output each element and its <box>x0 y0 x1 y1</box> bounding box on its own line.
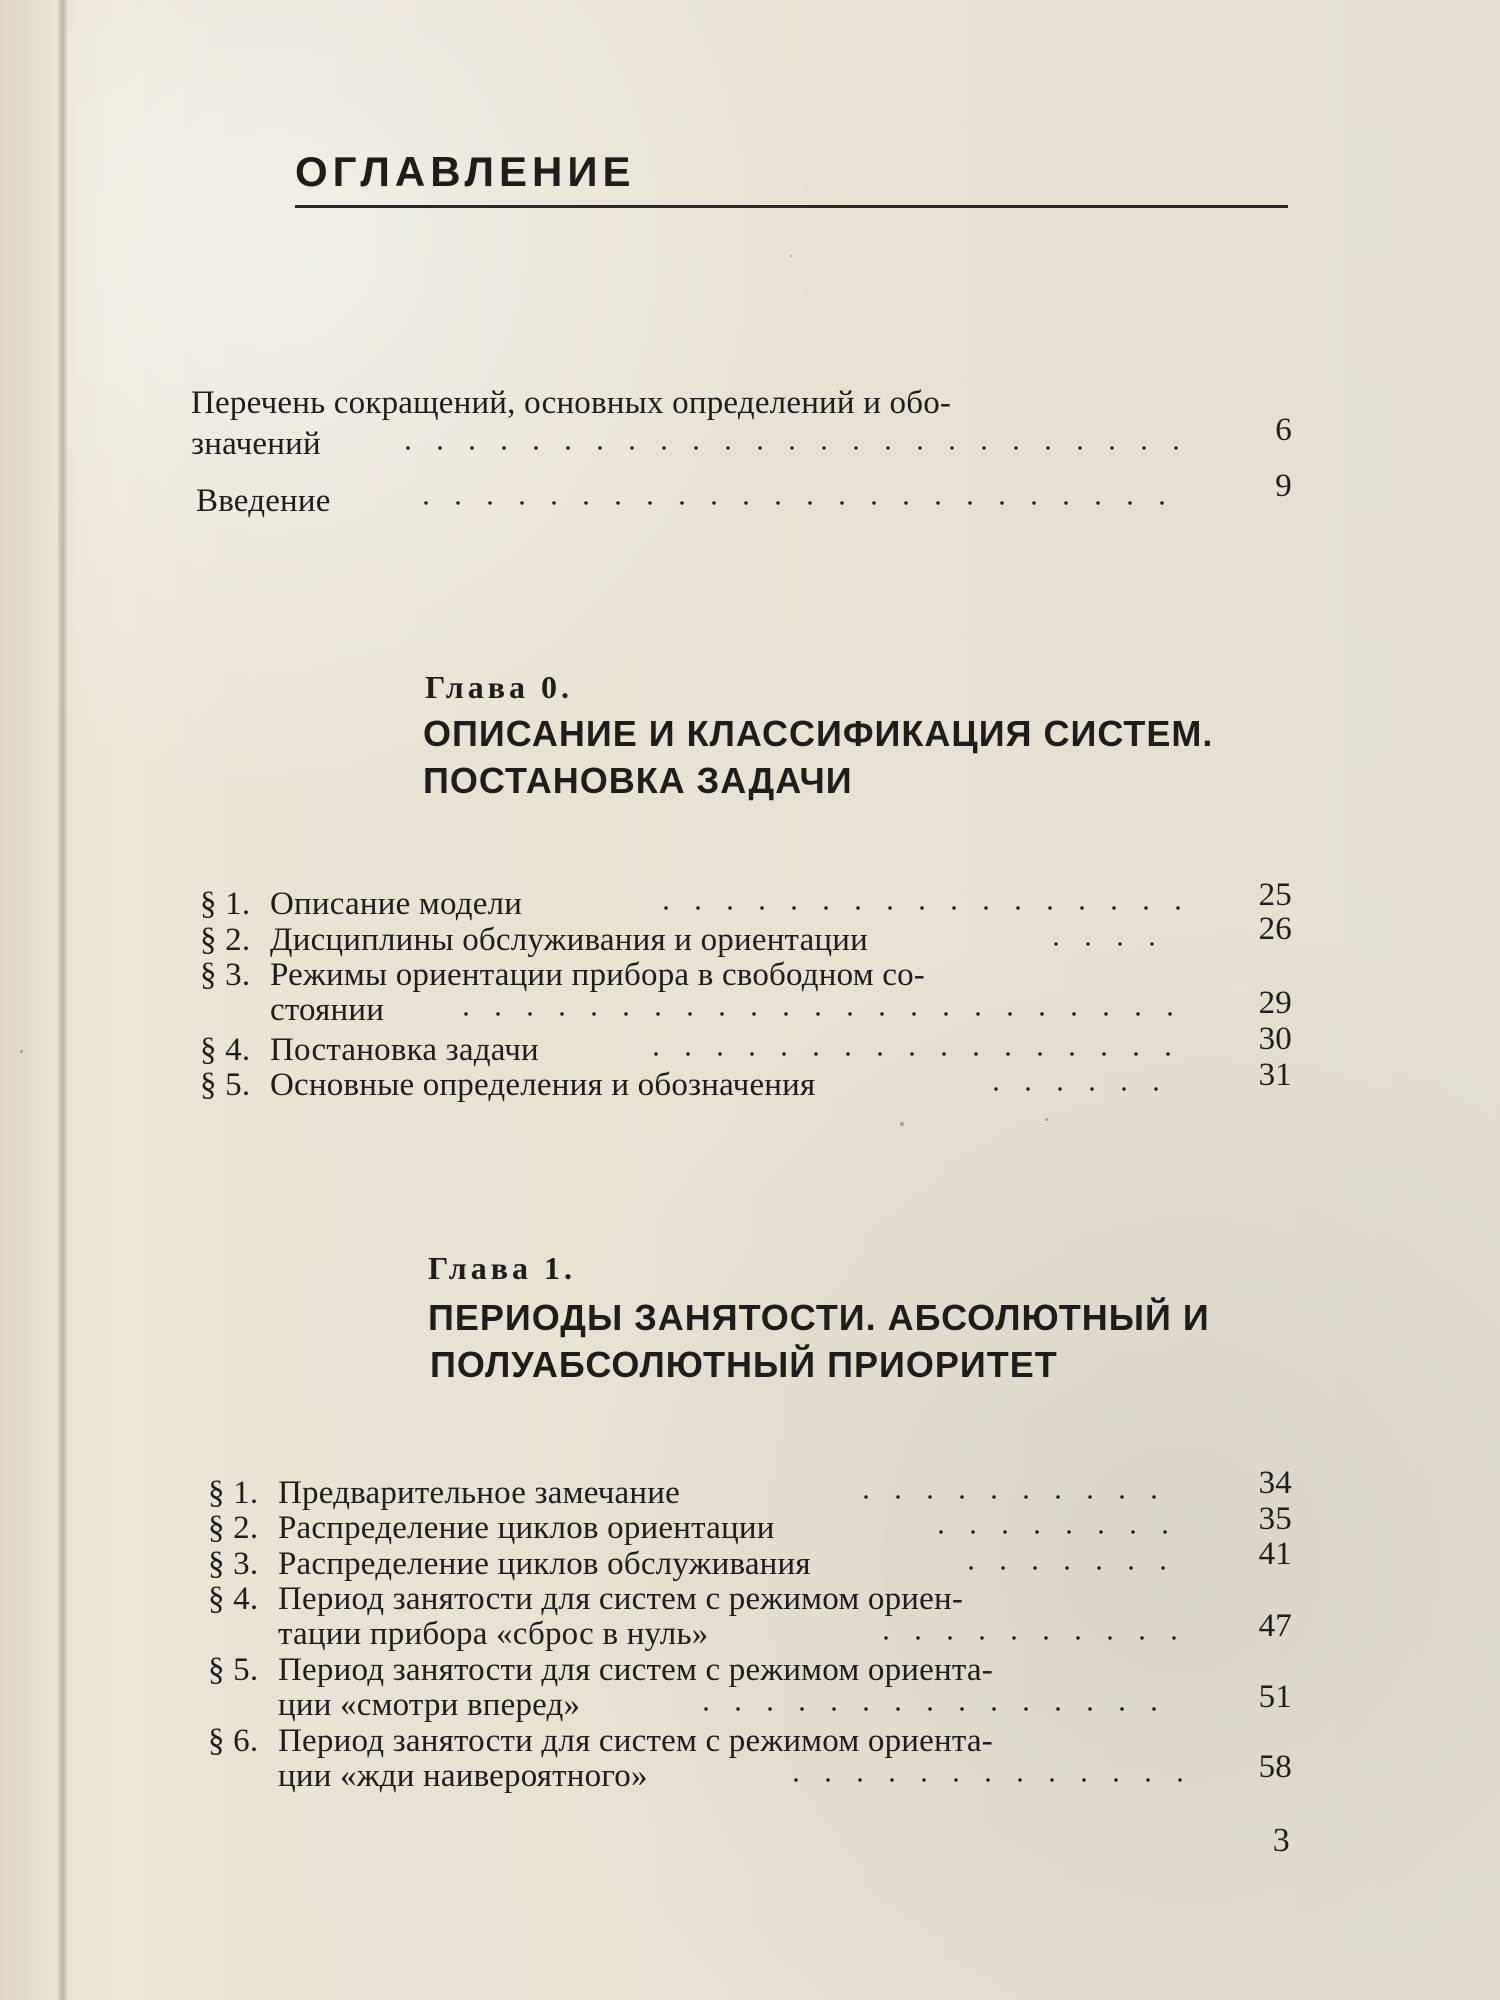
title-underline <box>295 205 1288 208</box>
section-entry <box>200 1031 539 1069</box>
section-number: § 4. <box>200 1032 251 1068</box>
section-entry <box>208 1474 680 1512</box>
page-number: 51 <box>1258 1679 1292 1715</box>
section-entry <box>200 956 925 994</box>
section-title: Распределение циклов обслуживания <box>278 1546 811 1582</box>
page-number: 31 <box>1258 1057 1292 1093</box>
section-number: § 3. <box>208 1546 259 1582</box>
chapter-title-line: ОПИСАНИЕ И КЛАССИФИКАЦИЯ СИСТЕМ. <box>423 713 1214 754</box>
section-title-continuation: ции «жди наивероятного» <box>278 1758 648 1794</box>
section-title-continuation: стоянии <box>270 992 385 1028</box>
section-title: Основные определения и обозначения <box>270 1067 816 1103</box>
chapter-label: Глава 0. <box>425 669 573 705</box>
section-title: Период занятости для систем с режимом ориента- <box>278 1723 993 1759</box>
leader-dots <box>955 1564 1182 1572</box>
leader-dots <box>870 1634 1182 1642</box>
page-number: 47 <box>1258 1608 1292 1644</box>
page-title: ОГЛАВЛЕНИЕ <box>295 148 636 195</box>
front-matter-entry-line: значений <box>191 426 321 462</box>
leader-dots <box>780 1776 1182 1784</box>
front-matter-entry-line: Введение <box>196 483 331 519</box>
front-matter-entry-line: Перечень сокращений, основных определений и обо- <box>191 385 952 421</box>
page-number: 35 <box>1258 1501 1292 1537</box>
chapter-title-line: ПОЛУАБСОЛЮТНЫЙ ПРИОРИТЕТ <box>430 1344 1058 1385</box>
leader-dots <box>640 1050 1182 1058</box>
section-number: § 5. <box>200 1067 251 1103</box>
section-title: Описание модели <box>270 886 523 922</box>
page-number: 29 <box>1258 985 1292 1021</box>
section-entry <box>208 1722 993 1760</box>
section-entry <box>200 1066 815 1104</box>
section-number: § 6. <box>208 1723 259 1759</box>
section-number: § 1. <box>208 1475 259 1511</box>
leader-dots <box>450 1010 1182 1018</box>
leader-dots <box>1040 940 1182 948</box>
section-number: § 1. <box>200 886 251 922</box>
page-number: 58 <box>1258 1749 1292 1785</box>
leader-dots <box>392 444 1182 452</box>
section-title-continuation: ции «смотри вперед» <box>278 1687 581 1723</box>
page-number: 25 <box>1258 877 1292 913</box>
section-number: § 2. <box>200 922 251 958</box>
leader-dots <box>980 1085 1182 1093</box>
section-title: Распределение циклов ориентации <box>278 1510 775 1546</box>
leader-dots <box>850 1493 1182 1501</box>
section-entry <box>200 921 868 959</box>
leader-dots <box>650 904 1182 912</box>
section-entry <box>208 1580 963 1618</box>
section-title: Период занятости для систем с режимом ориен- <box>278 1581 964 1617</box>
page-number: 41 <box>1258 1536 1292 1572</box>
section-entry <box>208 1545 811 1583</box>
page-number: 9 <box>1275 468 1292 504</box>
section-title: Постановка задачи <box>270 1032 539 1068</box>
section-number: § 2. <box>208 1510 259 1546</box>
section-number: § 5. <box>208 1652 259 1688</box>
section-title: Период занятости для систем с режимом ориента- <box>278 1652 993 1688</box>
section-entry <box>200 885 522 923</box>
section-title-continuation: тации прибора «сброс в нуль» <box>278 1616 709 1652</box>
section-entry <box>208 1509 775 1547</box>
chapter-label: Глава 1. <box>428 1250 576 1286</box>
chapter-title-line: ПЕРИОДЫ ЗАНЯТОСТИ. АБСОЛЮТНЫЙ И <box>428 1297 1210 1338</box>
chapter-title-line: ПОСТАНОВКА ЗАДАЧИ <box>423 760 853 801</box>
section-number: § 3. <box>200 957 251 993</box>
page-number: 30 <box>1258 1021 1292 1057</box>
page-footer-number: 3 <box>1272 1822 1290 1859</box>
leader-dots <box>925 1528 1182 1536</box>
section-title: Дисциплины обслуживания и ориентации <box>270 922 869 958</box>
section-title: Режимы ориентации прибора в свободном со- <box>270 957 925 993</box>
leader-dots <box>690 1705 1182 1713</box>
section-title: Предварительное замечание <box>278 1475 680 1511</box>
page-number: 6 <box>1275 412 1292 448</box>
page-number: 34 <box>1258 1465 1292 1501</box>
section-number: § 4. <box>208 1581 259 1617</box>
leader-dots <box>410 499 1182 507</box>
page-number: 26 <box>1258 911 1292 947</box>
section-entry <box>208 1651 993 1689</box>
